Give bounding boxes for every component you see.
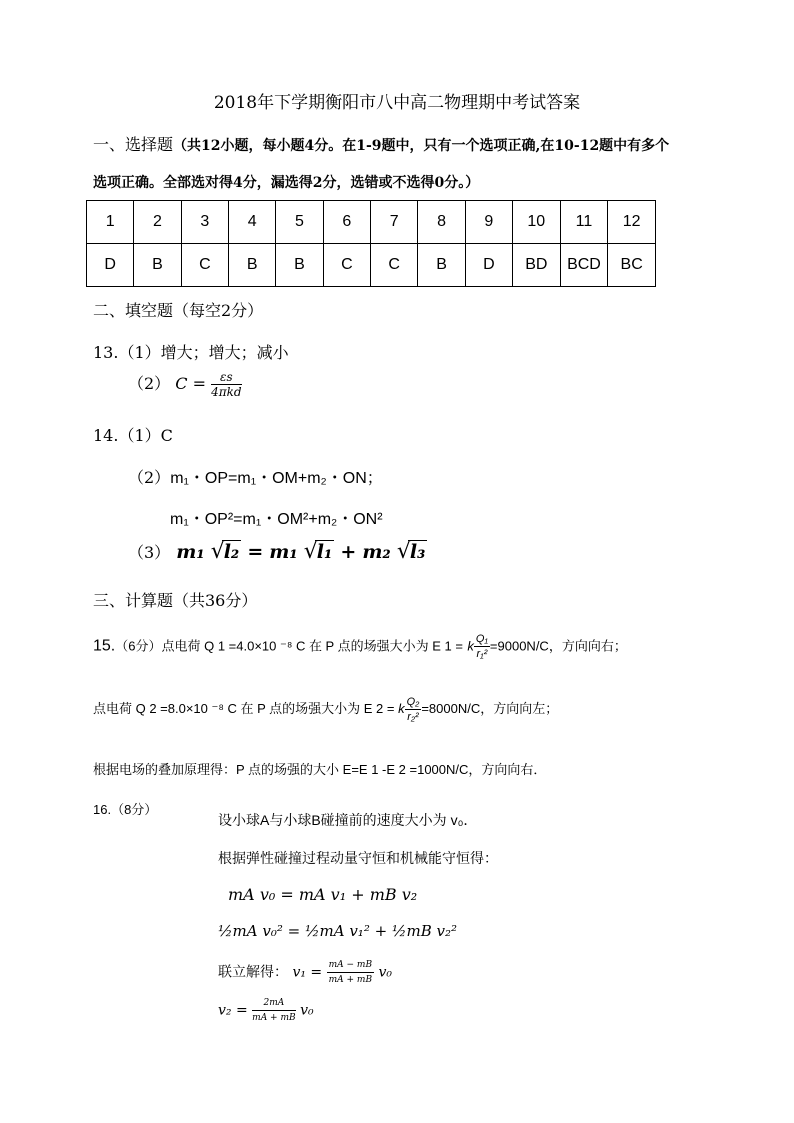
q13-formula-fraction <box>211 370 241 399</box>
table-cell: B <box>229 244 276 287</box>
table-cell: C <box>371 244 418 287</box>
q13-formula-numerator: εs <box>211 370 241 385</box>
q14-part2-line-a: m₁・OP=m₁・OM+m₂・ON； <box>170 470 383 487</box>
table-cell: 3 <box>181 201 228 244</box>
table-row-answers <box>87 244 656 287</box>
q14-l3: l₃ <box>409 541 426 563</box>
table-cell: BC <box>608 244 656 287</box>
q16-eq4-fraction <box>252 996 295 1025</box>
q13-part2-label: （2） <box>128 374 171 393</box>
table-cell: C <box>323 244 370 287</box>
q14-part2-label: （2） <box>128 468 171 487</box>
q16-eq2: ½mA v₀² = ½mA v₁² + ½mB v₂² <box>218 922 457 940</box>
page-title: 2018年下学期衡阳市八中高二物理期中考试答案 <box>213 93 581 113</box>
q16-eq3-numerator: mA − mB <box>327 958 374 973</box>
table-cell: 5 <box>276 201 323 244</box>
q16-number: 16.（8分） <box>93 802 158 817</box>
q14-m1b: m₁ <box>269 541 298 563</box>
q15-denominator-2: r₂² <box>407 711 419 723</box>
q15-line1-tail: =9000N/C，方向向右； <box>489 638 627 654</box>
radical-icon: √ <box>303 539 318 564</box>
table-cell: B <box>418 244 465 287</box>
q16-eq3-lhs: v₁ = <box>292 964 323 981</box>
q14-part1: 14.（1）C <box>93 426 173 445</box>
table-cell: D <box>87 244 134 287</box>
table-cell: B <box>276 244 323 287</box>
q16-eq4 <box>218 996 314 1025</box>
q15-k1: k <box>467 638 474 654</box>
q16-eq3-denominator: mA + mB <box>328 975 373 985</box>
q16-eq3-tail: v₀ <box>378 964 393 981</box>
q14-l1: l₁ <box>316 541 333 563</box>
table-cell: BD <box>513 244 561 287</box>
q14-part2-line-b: m₁・OP²=m₁・OM²+m₂・ON² <box>170 511 383 528</box>
sqrt-l3 <box>397 541 428 563</box>
q14-l2: l₂ <box>223 541 240 563</box>
q13-formula-denominator: 4πkd <box>211 385 242 399</box>
table-cell: 10 <box>513 201 561 244</box>
q13-part2 <box>128 370 242 399</box>
q14-m1: m₁ <box>176 541 205 563</box>
q14-part2 <box>128 465 383 488</box>
q15-line2-tail: =8000N/C，方向向左； <box>421 700 559 716</box>
section1-heading: 一、选择题 <box>93 135 174 154</box>
q15-numerator-1: Q₁ <box>475 633 488 645</box>
table-cell: B <box>134 244 181 287</box>
section1-note-line2: 选项正确。全部选对得4分，漏选得2分，选错或不选得0分。） <box>93 175 480 191</box>
q15-line1-text: 点电荷 Q 1 =4.0×10 ⁻⁸ C 在 P 点的场强大小为 E 1 = <box>161 638 463 654</box>
q14-eq: = <box>247 541 264 563</box>
section2-heading: 二、填空题（每空2分） <box>93 301 264 320</box>
q13-part1: 13.（1）增大；增大；减小 <box>93 343 289 362</box>
q16-line2: 根据弹性碰撞过程动量守恒和机械能守恒得： <box>218 850 498 866</box>
table-cell: 12 <box>608 201 656 244</box>
q13-formula-lhs: C = <box>175 374 207 393</box>
section1-line1 <box>93 132 669 155</box>
q14-part3 <box>128 540 427 563</box>
table-cell: 1 <box>87 201 134 244</box>
q16-eq3-label: 联立解得： <box>218 963 288 980</box>
q16-eq3-fraction <box>327 958 374 987</box>
section3-heading: 三、计算题（共36分） <box>93 591 258 610</box>
table-row-numbers <box>87 201 656 244</box>
q14-plus: + <box>340 541 357 563</box>
q16-eq4-numerator: 2mA <box>252 996 295 1011</box>
table-cell: 11 <box>560 201 608 244</box>
q16-eq1: mA v₀ = mA v₁ + mB v₂ <box>228 885 418 904</box>
q15-denominator-1: r₁² <box>476 648 488 660</box>
q14-part3-label: （3） <box>128 543 171 562</box>
q15-line3: 根据电场的叠加原理得：P 点的场强的大小 E=E 1 -E 2 =1000N/C，方向向右． <box>93 762 547 777</box>
section1-note-line1: （共12小题，每小题4分。在1-9题中，只有一个选项正确,在10-12题中有多个 <box>173 138 670 154</box>
table-cell: D <box>465 244 512 287</box>
q15-line1 <box>93 632 627 661</box>
q16-eq4-tail: v₀ <box>300 1002 314 1019</box>
table-cell: 6 <box>323 201 370 244</box>
q16-eq4-denominator: mA + mB <box>252 1013 296 1023</box>
sqrt-l2 <box>211 541 242 563</box>
q15-line2 <box>93 695 558 724</box>
sqrt-l1 <box>304 541 335 563</box>
q16-eq4-lhs: v₂ = <box>218 1002 248 1019</box>
radical-icon: √ <box>210 539 225 564</box>
table-cell: 7 <box>371 201 418 244</box>
radical-icon: √ <box>396 539 411 564</box>
answer-table <box>86 200 656 287</box>
q15-number: 15. <box>93 637 116 655</box>
table-cell: 2 <box>134 201 181 244</box>
q16-line1: 设小球A与小球B碰撞前的速度大小为 v₀． <box>218 812 478 828</box>
q15-numerator-2: Q₂ <box>406 696 420 708</box>
q15-line2-text: 点电荷 Q 2 =8.0×10 ⁻⁸ C 在 P 点的场强大小为 E 2 = <box>93 700 395 716</box>
table-cell: 8 <box>418 201 465 244</box>
q15-fraction-1 <box>474 632 490 661</box>
q14-m2: m₂ <box>362 541 391 563</box>
table-cell: 4 <box>229 201 276 244</box>
table-cell: 9 <box>465 201 512 244</box>
q15-fraction-2 <box>405 695 422 724</box>
table-cell: C <box>181 244 228 287</box>
q16-eq3 <box>218 958 392 987</box>
q15-score: （6分） <box>115 638 162 654</box>
q15-k2: k <box>398 700 405 716</box>
table-cell: BCD <box>560 244 608 287</box>
